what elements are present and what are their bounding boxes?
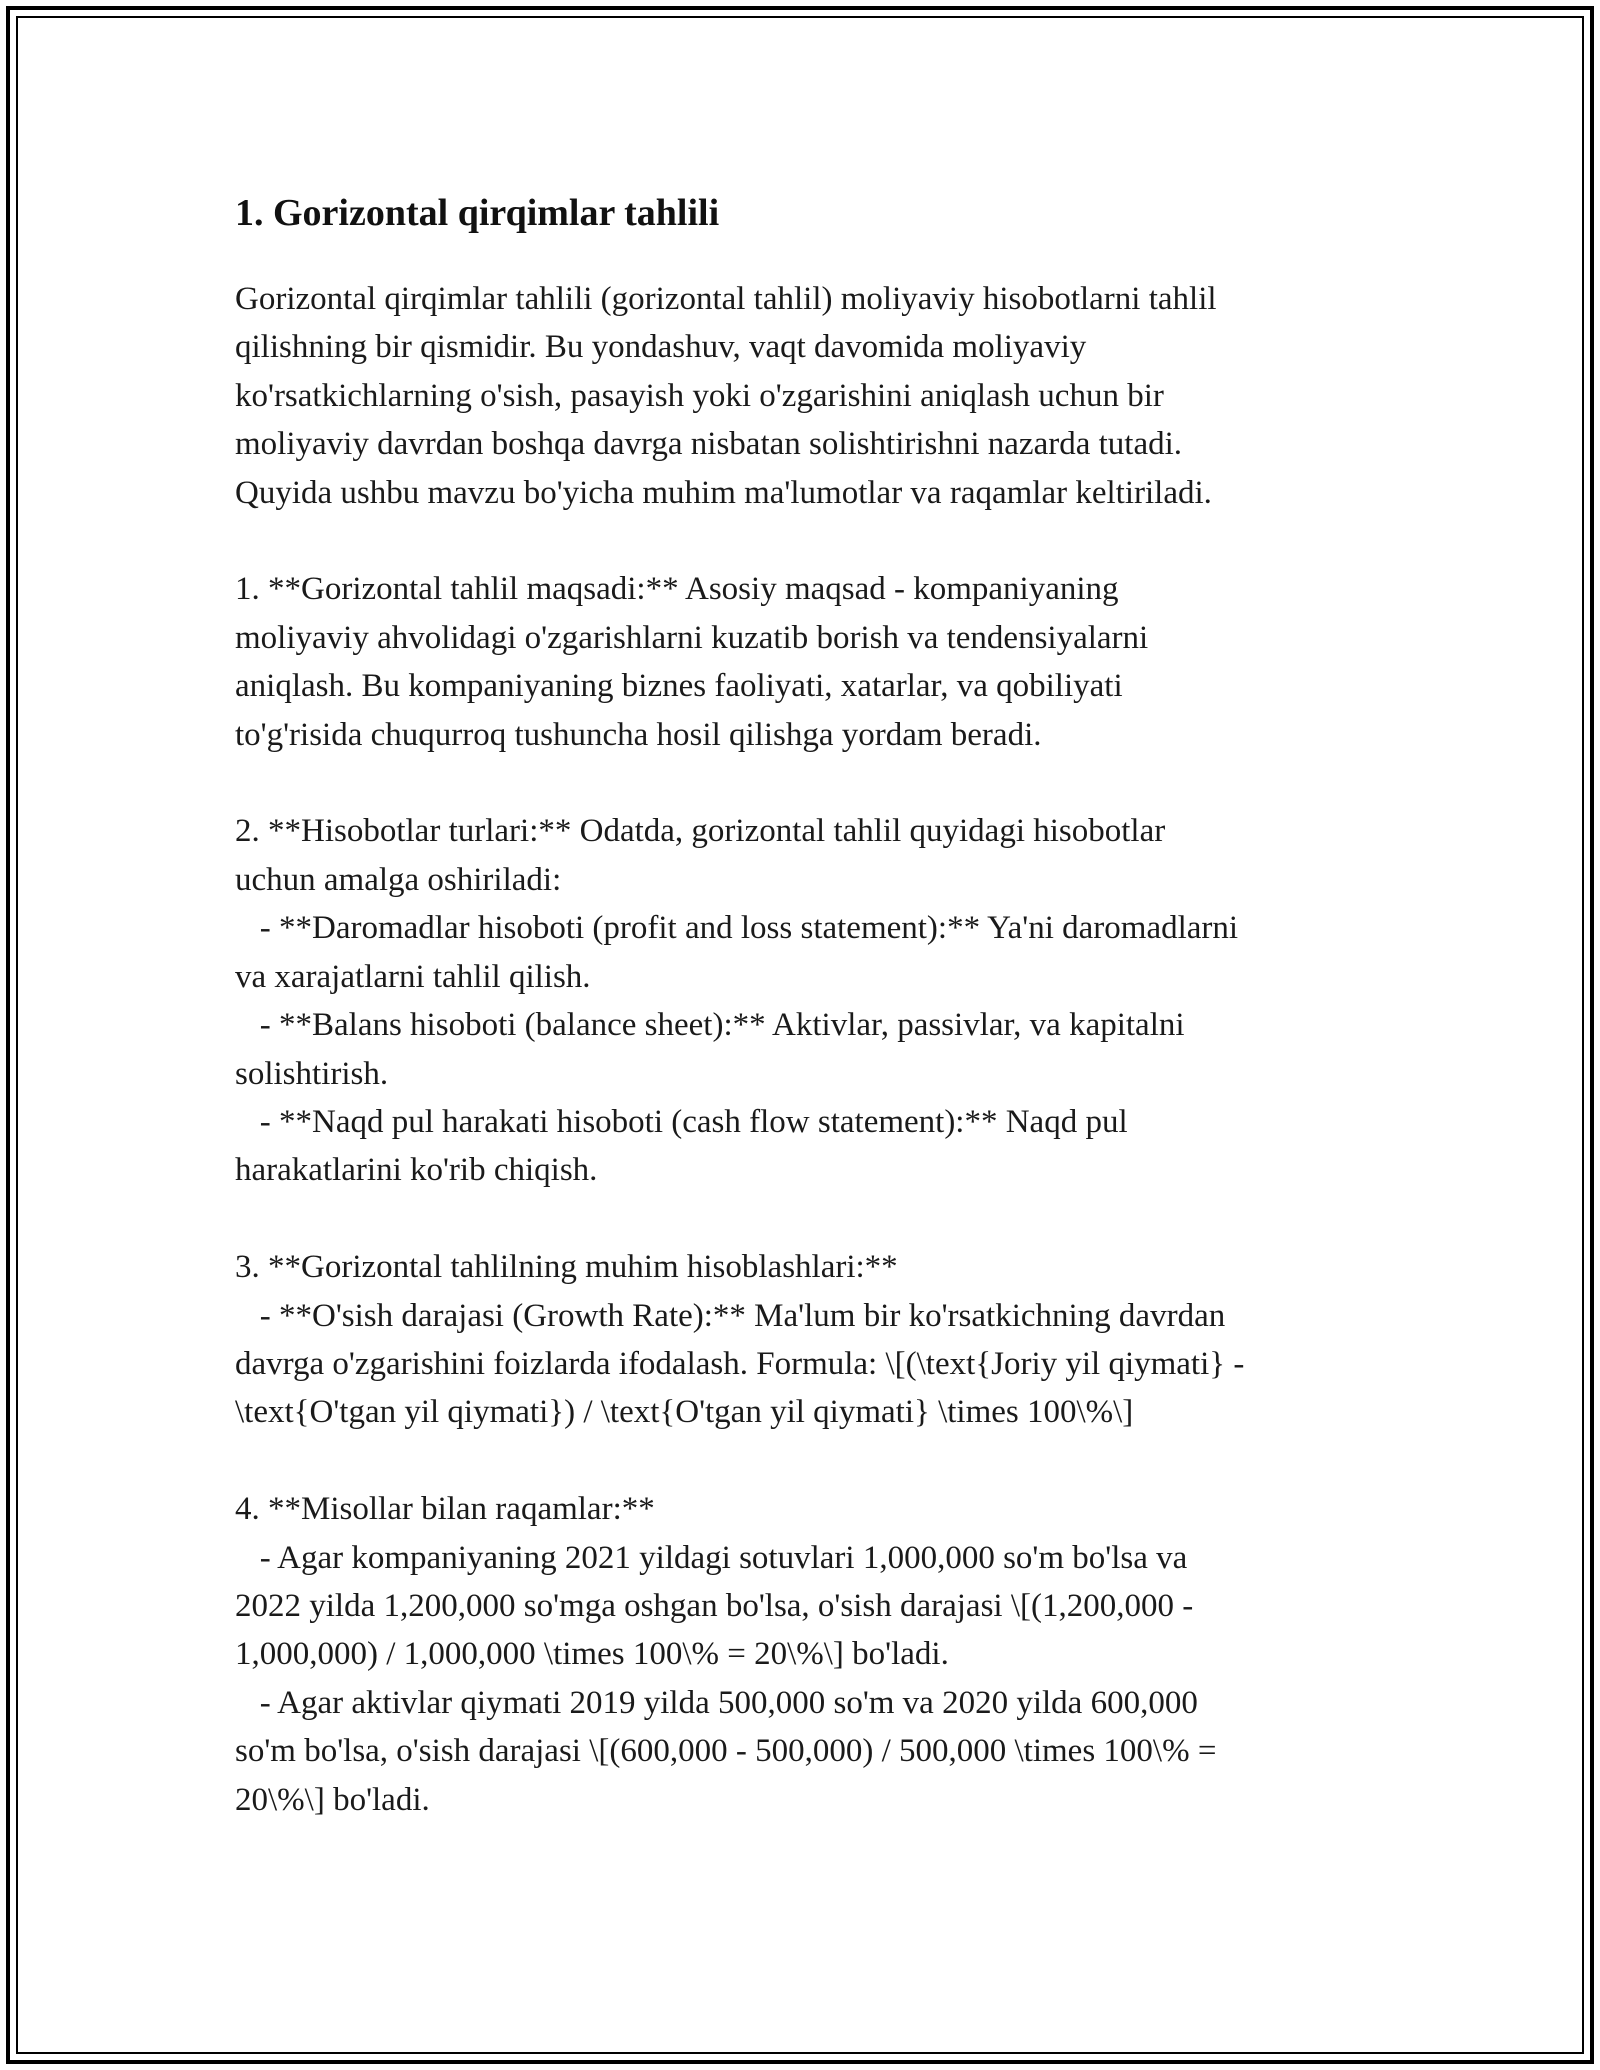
document-body: Gorizontal qirqimlar tahlili (gorizontal tahlil) moliyaviy hisobotlarni tahlil qilishning bir qismidir. Bu yondashuv, vaqt davomida moliyaviy ko'rsatkichlarning o'sish, pasayish yoki o'zgarishini aniqlash uchun bir moliyaviy davrdan boshqa davrga nisbatan solishtirishni nazarda tutadi. Quyida ushbu mavzu bo'yicha muhim ma'lumotlar va raqamlar keltiriladi. 1. **Gorizontal tahlil maqsadi:** Asosiy maqsad - kompaniyaning moliyaviy ahvolidagi o'zgarishlarni kuzatib borish va tendensiyalarni aniqlash. Bu kompaniyaning biznes faoliyati, xatarlar, va qobiliyati to'g'risida chuqurroq tushuncha hosil qilishga yordam beradi. 2. **Hisobotlar turlari:** Odatda, gorizontal tahlil quyidagi hisobotlar uchun amalga oshiriladi: - **Daromadlar hisoboti (profit and loss statement):** Ya'ni daromadlarni va xarajatlarni tahlil qilish. - **Balans hisoboti (balance sheet):** Aktivlar, passivlar, va kapitalni solishtirish. - **Naqd pul harakati hisoboti (cash flow statement):** Naqd pul harakatlarini ko'rib chiqish. 3. **Gorizontal tahlilning muhim hisoblashlari:** - **O'sish darajasi (Growth Rate):** Ma'lum bir ko'rsatkichning davrdan davrga o'zgarishini foizlarda ifodalash. Formula: \[(\text{Joriy yil qiymati} - \text{O'tgan yil qiymati}) / \text{O'tgan yil qiymati} \times 100\%\] 4. **Misollar bilan raqamlar:** - Agar kompaniyaning 2021 yildagi sotuvlari 1,000,000 so'm bo'lsa va 2022 yilda 1,200,000 so'mga oshgan bo'lsa, o'sish darajasi \[(1,200,000 - 1,000,000) / 1,000,000 \times 100\% = 20\%\] bo'ladi. - Agar aktivlar qiymati 2019 yilda 500,000 so'm va 2020 yilda 600,000 so'm bo'lsa, o'sish darajasi \[(600,000 - 500,000) / 500,000 \times 100\% = 20\%\] bo'ladi. [235, 281, 1245, 1818]
document-content [235, 185, 1375, 1824]
document-title: 1. Gorizontal qirqimlar tahlili [235, 192, 720, 234]
